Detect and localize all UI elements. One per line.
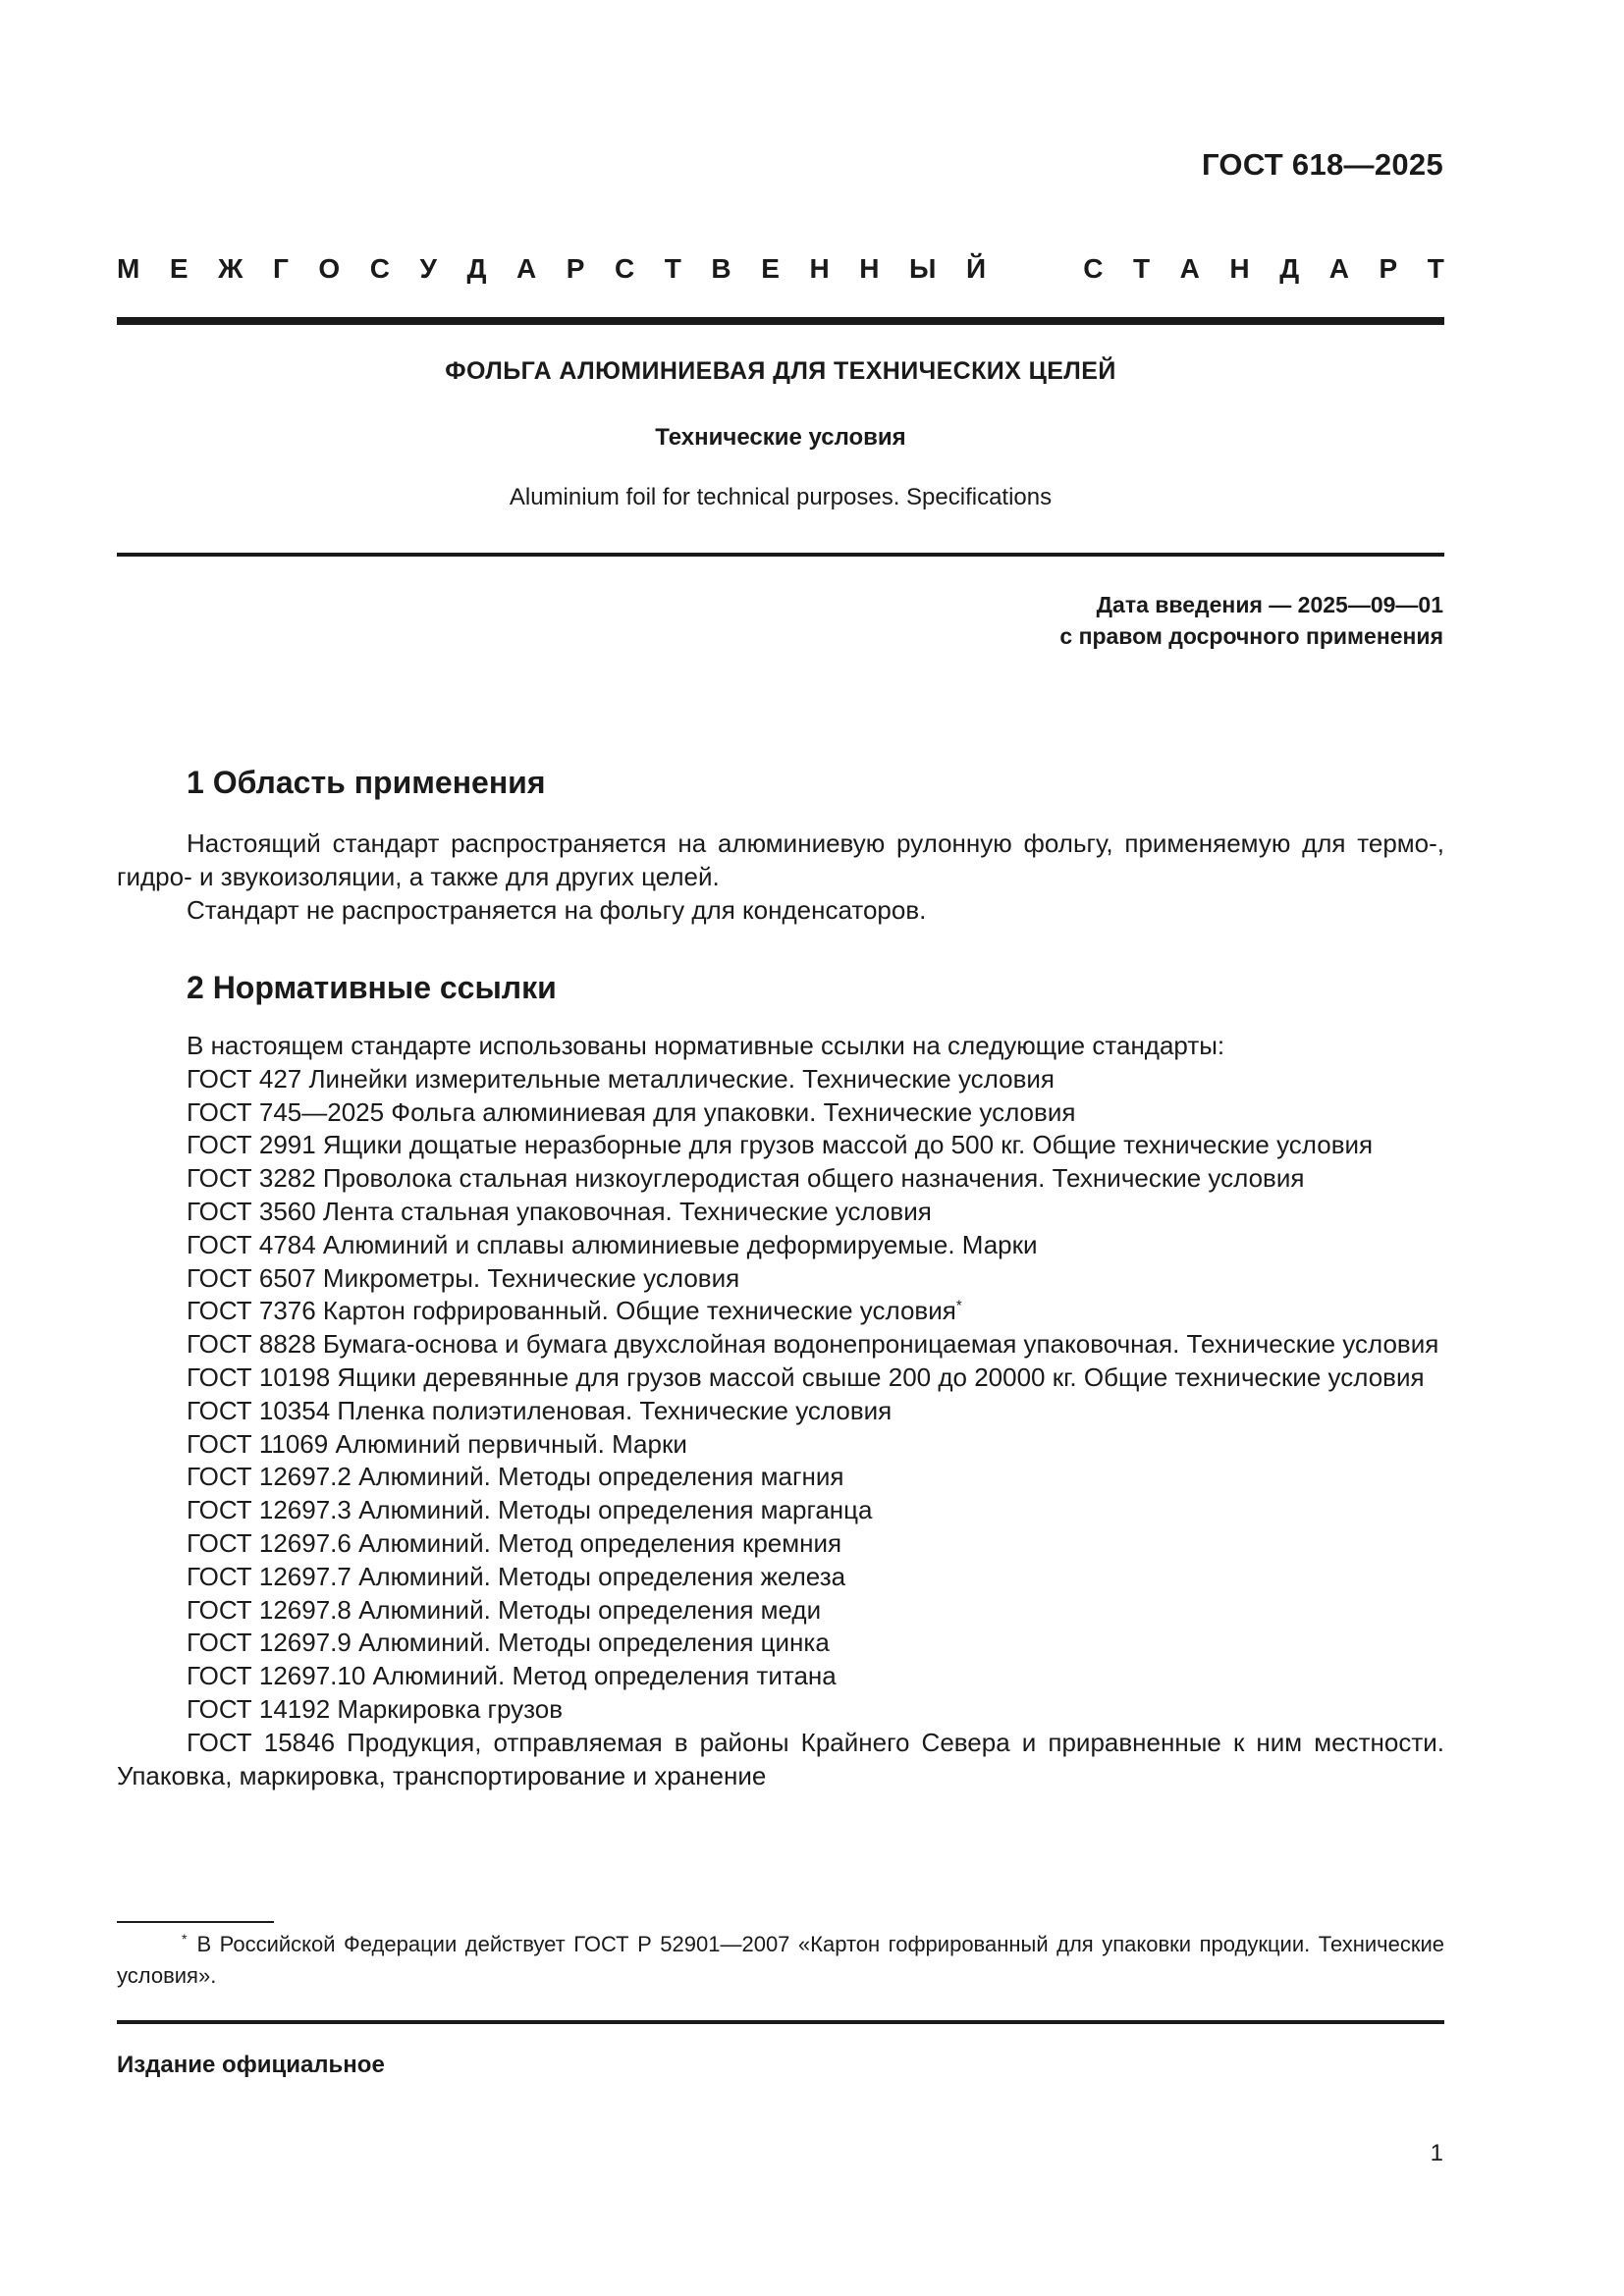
reference-item	[117, 1295, 1444, 1328]
introduction-date: Дата введения — 2025—09—01	[1096, 592, 1443, 617]
document-title-english: Aluminium foil for technical purposes. Specifications	[509, 484, 1053, 510]
reference-item: ГОСТ 11069 Алюминий первичный. Марки	[187, 1428, 687, 1459]
reference-item: ГОСТ 14192 Маркировка грузов	[187, 1693, 564, 1724]
doc-kind-letter: Р	[566, 253, 585, 284]
reference-text: ГОСТ 7376 Картон гофрированный. Общие технические условия	[187, 1296, 956, 1326]
doc-kind-letter: С	[614, 253, 635, 284]
reference-item: ГОСТ 12697.10 Алюминий. Метод определения титана	[187, 1661, 837, 1691]
doc-kind-letter: Т	[664, 253, 681, 284]
paragraph: Стандарт не распространяется на фольгу для конденсаторов.	[187, 894, 927, 925]
footer-divider	[117, 2020, 1444, 2024]
early-application-note: с правом досрочного применения	[1059, 623, 1443, 649]
doc-kind-letter: Е	[169, 253, 189, 284]
footnote	[117, 1929, 1444, 1992]
reference-item: ГОСТ 3282 Проволока стальная низкоуглеродистая общего назначения. Технические условия	[187, 1163, 1305, 1194]
reference-item: ГОСТ 12697.6 Алюминий. Метод определения кремния	[187, 1527, 842, 1558]
reference-item: ГОСТ 12697.7 Алюминий. Методы определения железа	[187, 1561, 846, 1591]
section-2-heading: 2 Нормативные ссылки	[187, 970, 557, 1005]
header-divider	[117, 317, 1444, 325]
reference-item: ГОСТ 15846 Продукция, отправляемая в районы Крайнего Севера и приравненные к ним местности. Упаковка, маркировка, транспортирование и хранение	[117, 1727, 1444, 1790]
reference-item: ГОСТ 12697.2 Алюминий. Методы определения магния	[187, 1462, 844, 1492]
footnote-mark: *	[182, 1930, 188, 1947]
document-title: ФОЛЬГА АЛЮМИНИЕВАЯ ДЛЯ ТЕХНИЧЕСКИХ ЦЕЛЕЙ	[445, 357, 1116, 385]
reference-item: ГОСТ 745—2025 Фольга алюминиевая для упаковки. Технические условия	[187, 1096, 1076, 1127]
title-divider	[117, 553, 1444, 557]
edition-label: Издание официальное	[117, 2052, 385, 2078]
doc-kind-letter: Ы	[909, 253, 937, 284]
doc-kind-letter: М	[117, 253, 140, 284]
doc-kind-heading	[117, 253, 1444, 285]
doc-kind-letter: Н	[1229, 253, 1250, 284]
reference-item: ГОСТ 4784 Алюминий и сплавы алюминиевые деформируемые. Марки	[187, 1229, 1038, 1259]
word-gap	[1016, 253, 1054, 285]
section-2-body	[117, 1030, 1444, 1792]
doc-kind-letter: С	[1083, 253, 1104, 284]
reference-item: ГОСТ 10354 Пленка полиэтиленовая. Технические условия	[187, 1395, 893, 1425]
page-number: 1	[1430, 2140, 1443, 2166]
document-subtitle: Технические условия	[655, 424, 906, 451]
section-1-body	[117, 828, 1444, 927]
reference-item: ГОСТ 10198 Ящики деревянные для грузов массой свыше 200 до 20000 кг. Общие технические условия	[187, 1362, 1425, 1392]
doc-kind-letter: Д	[1279, 253, 1300, 284]
doc-kind-letter: У	[419, 253, 437, 284]
reference-item: ГОСТ 6507 Микрометры. Технические условия	[187, 1262, 740, 1293]
doc-kind-letter: Д	[466, 253, 487, 284]
doc-kind-letter: В	[711, 253, 731, 284]
doc-kind-letter: Н	[859, 253, 880, 284]
footnote-text: В Российской Федерации действует ГОСТ Р 52901—2007 «Картон гофрированный для упаковки продукции. Технические условия».	[117, 1932, 1444, 1988]
reference-item: ГОСТ 2991 Ящики дощатые неразборные для грузов массой до 500 кг. Общие технические условия	[187, 1130, 1374, 1160]
doc-kind-letter: Г	[272, 253, 289, 284]
reference-item: ГОСТ 12697.9 Алюминий. Методы определения цинка	[187, 1628, 830, 1658]
doc-kind-letter: А	[1328, 253, 1349, 284]
doc-kind-letter: Й	[965, 253, 987, 284]
paragraph: Настоящий стандарт распространяется на алюминиевую рулонную фольгу, применяемую для термо-, гидро- и звукоизоляции, а также для других целей.	[117, 828, 1444, 891]
doc-kind-letter: Т	[1132, 253, 1151, 284]
doc-kind-letter: С	[369, 253, 390, 284]
paragraph: В настоящем стандарте использованы нормативные ссылки на следующие стандарты:	[187, 1031, 1225, 1060]
reference-item: ГОСТ 12697.8 Алюминий. Методы определения меди	[187, 1594, 822, 1625]
reference-item: ГОСТ 8828 Бумага-основа и бумага двухслойная водонепроницаемая упаковочная. Технические условия	[187, 1329, 1439, 1360]
section-1-heading: 1 Область применения	[187, 765, 546, 800]
reference-item: ГОСТ 12697.3 Алюминий. Методы определения марганца	[187, 1495, 873, 1525]
doc-kind-letter: Н	[809, 253, 830, 284]
footnote-ref-mark: *	[955, 1297, 962, 1314]
introduction-date-block	[1059, 589, 1443, 652]
doc-kind-letter: Р	[1379, 253, 1398, 284]
doc-kind-letter: Т	[1427, 253, 1444, 284]
reference-item: ГОСТ 3560 Лента стальная упаковочная. Технические условия	[187, 1196, 932, 1226]
doc-kind-letter: Ж	[218, 253, 244, 284]
doc-number: ГОСТ 618—2025	[1201, 147, 1443, 182]
doc-kind-letter: Е	[761, 253, 780, 284]
doc-kind-letter: А	[515, 253, 537, 284]
reference-item: ГОСТ 427 Линейки измерительные металлические. Технические условия	[187, 1063, 1055, 1094]
doc-kind-letter: А	[1179, 253, 1200, 284]
doc-kind-letter: О	[318, 253, 341, 284]
footnote-separator	[117, 1921, 274, 1923]
